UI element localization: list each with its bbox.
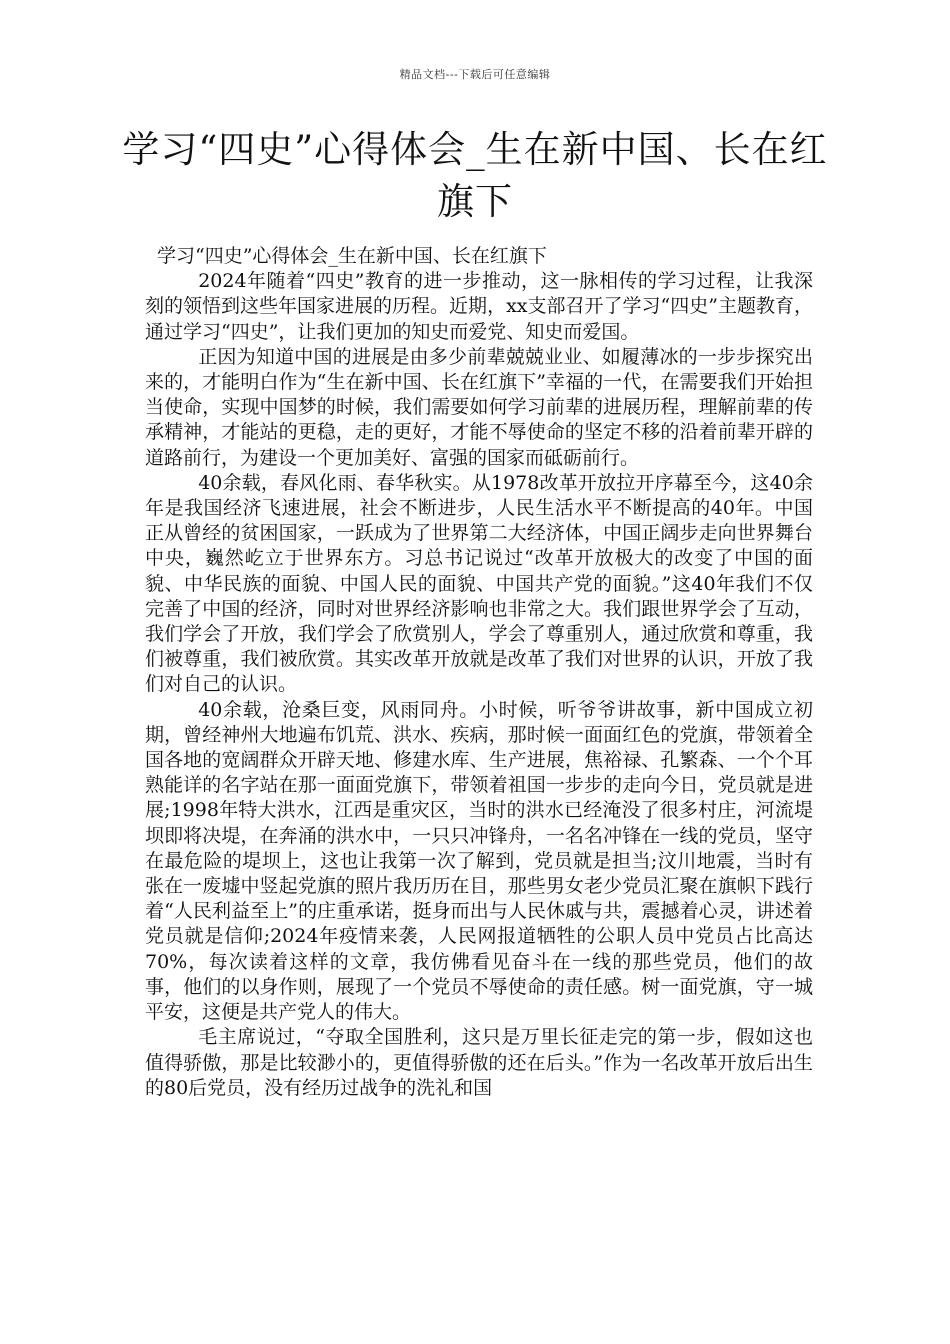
document-body: [145, 244, 813, 1101]
paragraph: 40余载，沧桑巨变，风雨同舟。小时候，听爷爷讲故事，新中国成立初期，曾经神州大地遍布饥荒、洪水、疾病，那时候一面面红色的党旗，带领着全国各地的宽阔群众开辟天地、修建水库、生产进展，焦裕禄、孔繁森、一个个耳熟能详的名字站在那一面面党旗下，带领着祖国一步步的走向今日，党员就是进展;1998年特大洪水，江西是重灾区，当时的洪水已经淹没了很多村庄，河流堤坝即将决堤，在奔涌的洪水中，一只只冲锋舟，一名名冲锋在一线的党员，坚守在最危险的堤坝上，这也让我第一次了解到，党员就是担当;汶川地震，当时有张在一废墟中竖起党旗的照片我历历在目，那些男女老少党员汇聚在旗帜下践行着“人民利益至上”的庄重承诺，挺身而出与人民休戚与共，震撼着心灵，讲述着党员就是信仰;2024年疫情来袭，人民网报道牺牲的公职人员中党员占比高达70%，每次读着这样的文章，我仿佛看见奋斗在一线的那些党员，他们的故事，他们的以身作则，展现了一个党员不辱使命的责任感。树一面党旗，守一城平安，这便是共产党人的伟大。: [145, 698, 813, 1024]
paragraph: 40余载，春风化雨、春华秋实。从1978改革开放拉开序幕至今，这40余年是我国经济飞速进展，社会不断进步，人民生活水平不断提高的40年。中国正从曾经的贫困国家，一跃成为了世界第二大经济体，中国正阔步走向世界舞台中央，巍然屹立于世界东方。习总书记说过“改革开放极大的改变了中国的面貌、中华民族的面貌、中国人民的面貌、中国共产党的面貌。”这40年我们不仅完善了中国的经济，同时对世界经济影响也非常之大。我们跟世界学会了互动，我们学会了开放，我们学会了欣赏别人，学会了尊重别人，通过欣赏和尊重，我们被尊重，我们被欣赏。其实改革开放就是改革了我们对世界的认识，开放了我们对自己的认识。: [145, 471, 813, 696]
document-subtitle: 学习“四史”心得体会_生在新中国、长在红旗下: [157, 245, 547, 267]
paragraph: 2024年随着“四史”教育的进一步推动，这一脉相传的学习过程，让我深刻的领悟到这些年国家进展的历程。近期，xx支部召开了学习“四史”主题教育，通过学习“四史”，让我们更加的知史而爱党、知史而爱国。: [145, 270, 813, 343]
document-title: 学习“四史”心得体会_生在新中国、长在红旗下: [122, 128, 828, 223]
paragraph: 毛主席说过，“夺取全国胜利，这只是万里长征走完的第一步，假如这也值得骄傲，那是比较渺小的，更值得骄傲的还在后头。”作为一名改革开放后出生的80后党员，没有经历过战争的洗礼和国: [145, 1026, 813, 1099]
page-header: 精品文档---下载后可任意编辑: [399, 68, 551, 81]
paragraph: 正因为知道中国的进展是由多少前辈兢兢业业、如履薄冰的一步步探究出来的，才能明白作为“生在新中国、长在红旗下”幸福的一代，在需要我们开始担当使命，实现中国梦的时候，我们需要如何学习前辈的进展历程，理解前辈的传承精神，才能站的更稳，走的更好，才能不辱使命的坚定不移的沿着前辈开辟的道路前行，为建设一个更加美好、富强的国家而砥砺前行。: [145, 345, 813, 469]
